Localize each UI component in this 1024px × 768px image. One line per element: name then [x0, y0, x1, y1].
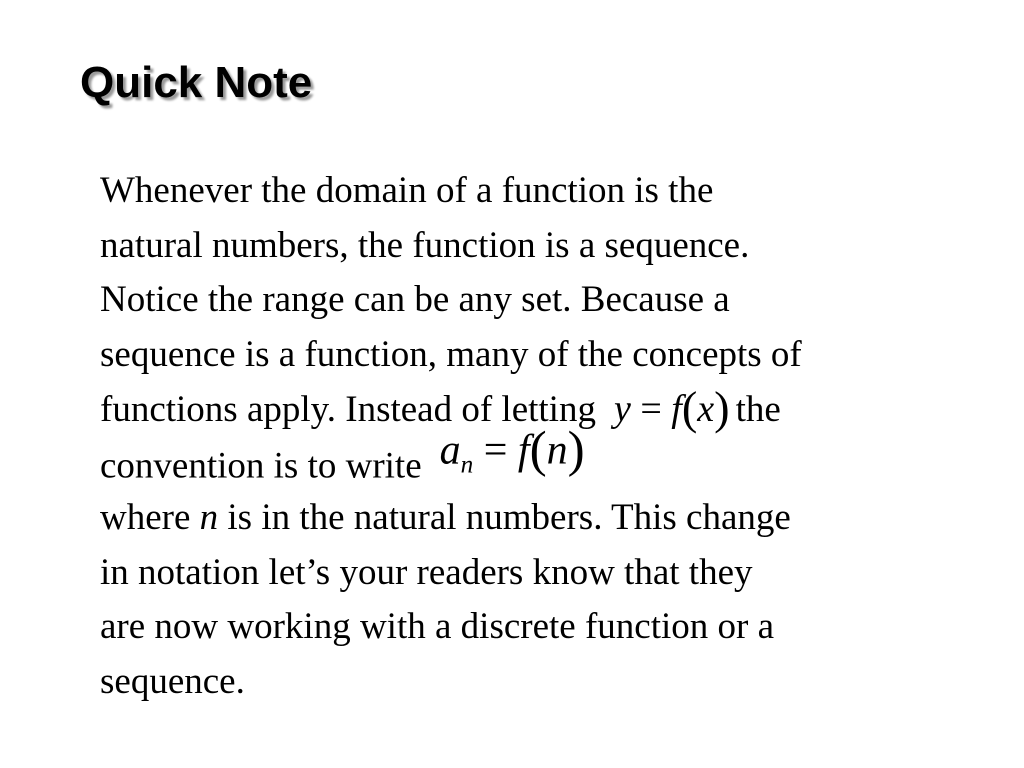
line-6-text-before: convention is to write: [100, 444, 422, 486]
line-5-text-before: functions apply. Instead of letting: [100, 389, 596, 430]
body-line-1: Whenever the domain of a function is the: [100, 170, 714, 211]
eq2-open-paren: (: [529, 420, 547, 478]
slide-title: Quick Note: [80, 58, 313, 107]
eq1-close-paren: ): [714, 383, 730, 435]
eq2-arg: n: [546, 426, 568, 473]
body-line-6: [100, 420, 990, 492]
body-line-3: Notice the range can be any set. Because a: [100, 279, 730, 320]
equation-y-equals-f-of-x: [614, 382, 730, 437]
eq2-lhs: a: [439, 426, 461, 473]
eq1-open-paren: (: [681, 383, 698, 435]
eq1-arg: x: [697, 388, 715, 430]
slide-body: [100, 164, 990, 709]
body-line-9: are now working with a discrete function or a: [100, 606, 775, 647]
eq1-lhs: y: [613, 388, 631, 430]
equation-a-n-equals-f-of-n: [439, 420, 585, 493]
eq2-equals: =: [483, 426, 508, 473]
body-line-10: sequence.: [100, 660, 245, 702]
eq1-equals: =: [640, 388, 662, 430]
body-line-2: natural numbers, the function is a sequence.: [100, 224, 750, 266]
eq2-func: f: [517, 426, 530, 473]
line-5-text-after: the: [735, 389, 781, 430]
line-7-text-before: where: [100, 497, 191, 538]
eq2-subscript: n: [460, 450, 474, 478]
body-line-7: [100, 491, 990, 546]
line-7-variable-n: n: [199, 497, 219, 538]
body-line-8: in notation let’s your readers know that they: [100, 551, 753, 593]
line-7-text-after: is in the natural numbers. This change: [227, 497, 791, 538]
eq2-close-paren: ): [567, 420, 585, 478]
eq1-func: f: [671, 388, 682, 430]
body-line-4: sequence is a function, many of the concepts of: [100, 333, 802, 375]
